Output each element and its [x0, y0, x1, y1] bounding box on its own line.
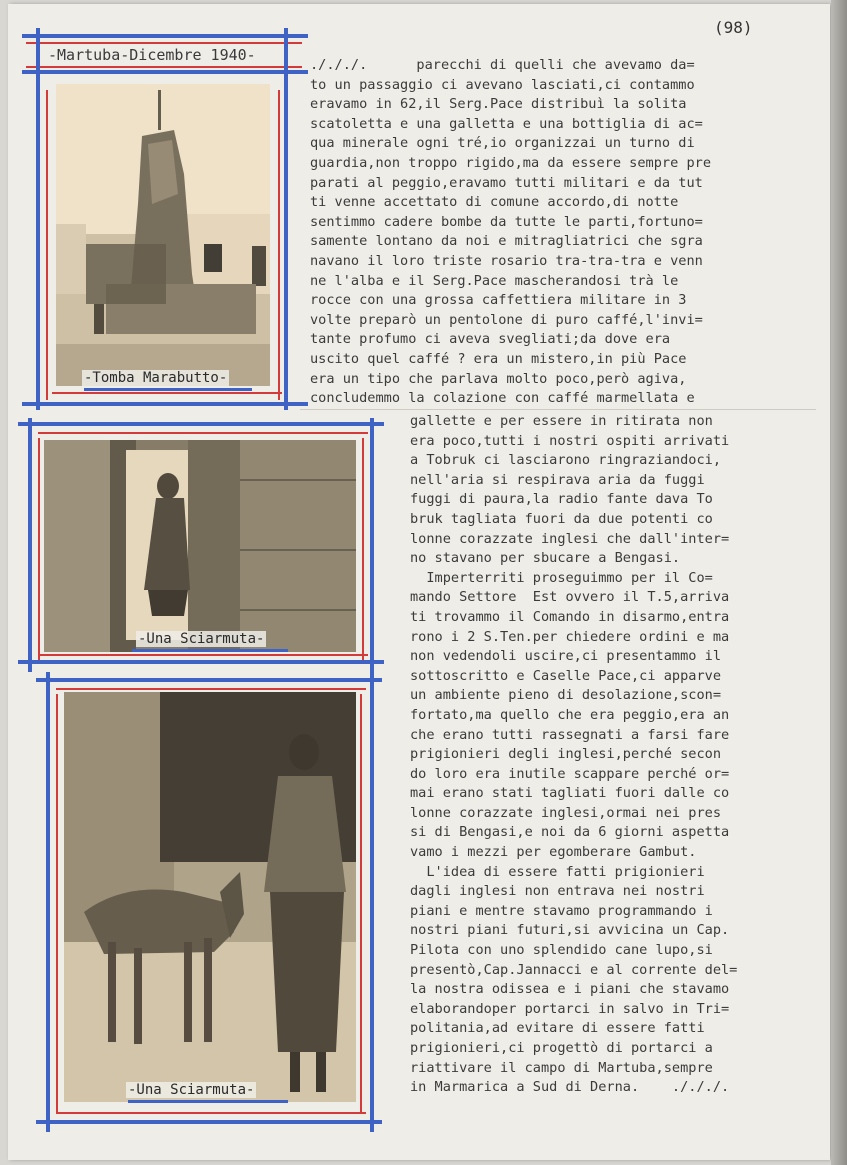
- text-line: guardia,non troppo rigido,ma da essere sempre pre: [310, 154, 712, 171]
- paste-seam: [300, 409, 816, 410]
- text-line: rono i 2 S.Ten.per chiedere ordini e ma: [410, 628, 730, 645]
- text-line: era poco,tutti i nostri ospiti arrivati: [410, 432, 730, 449]
- text-line: fuggi di paura,la radio fante dava To: [410, 491, 713, 508]
- text-line: tante profumo ci aveva svegliati;da dove era: [310, 331, 671, 348]
- text-line: era un tipo che parlava molto poco,però agiva,: [310, 370, 687, 387]
- text-line: ne l'alba e il Serg.Pace mascherandosi trà le: [310, 272, 679, 289]
- text-line: lonne corazzate inglesi,ormai nei pres: [410, 804, 721, 821]
- text-line: navano il loro triste rosario tra-tra-tra e venn: [310, 252, 703, 269]
- text-line: piani e mentre stavamo programmando i: [410, 902, 713, 919]
- text-line: prigionieri degli inglesi,perché secon: [410, 746, 721, 763]
- text-line: politania,ad evitare di essere fatti: [410, 1020, 705, 1037]
- photo-sciarmuta-donkey: [64, 692, 356, 1102]
- text-line: Imperterriti proseguimmo per il Co=: [410, 569, 713, 586]
- text-line: presentò,Cap.Jannacci e al corrente del=: [410, 961, 738, 978]
- text-line: eravamo in 62,il Serg.Pace distribuì la solita: [310, 96, 687, 113]
- text-line: la nostra odissea e i piani che stavamo: [410, 981, 730, 998]
- text-line: riattivare il campo di Martuba,sempre: [410, 1059, 713, 1076]
- text-line: vamo i mezzi per egomberare Gambut.: [410, 844, 697, 861]
- tomb-image: [56, 84, 270, 386]
- text-line: ./././. parecchi di quelli che avevamo da=: [310, 57, 695, 73]
- text-line: ti trovammo il Comando in disarmo,entra: [410, 608, 730, 625]
- donkey-image: [64, 692, 356, 1102]
- caption-underline-1: [84, 388, 252, 391]
- text-line: scatoletta e una galletta e una bottiglia di ac=: [310, 115, 703, 132]
- text-line: ti venne accettato di comune accordo,di notte: [310, 194, 679, 211]
- text-line: to un passaggio ci avevano lasciati,ci contammo: [310, 76, 695, 93]
- typewritten-text-block-1: [310, 56, 711, 409]
- text-line: Pilota con uno splendido cane lupo,si: [410, 942, 713, 959]
- photo-tomba-marabutto: [56, 84, 270, 386]
- text-line: no stavano per sbucare a Bengasi.: [410, 550, 681, 567]
- photo-header-label: -Martuba-Dicembre 1940-: [48, 46, 256, 64]
- text-line: mai erano stati tagliati fuori dalle co: [410, 785, 730, 802]
- text-line: prigionieri,ci progettò di portarci a: [410, 1040, 713, 1056]
- text-line: si di Bengasi,e noi da 6 giorni aspetta: [410, 824, 730, 841]
- caption-underline-3: [128, 1100, 288, 1103]
- text-line: che erano tutti rassegnati a farsi fare: [410, 726, 730, 743]
- text-line: volte preparò un pentolone di puro caffé,l'invi=: [310, 311, 703, 328]
- photo-caption-2: -Una Sciarmuta-: [138, 631, 265, 647]
- text-line: in Marmarica a Sud di Derna. ./././.: [410, 1079, 730, 1096]
- typewritten-text-block-2: [410, 412, 737, 1098]
- text-line: bruk tagliata fuori da due potenti co: [410, 510, 713, 527]
- text-line: concludemmo la colazione con caffé marmellata e: [310, 390, 695, 407]
- text-line: qua minerale ogni tré,io organizzai un turno di: [310, 135, 695, 152]
- text-line: mando Settore Est ovvero il T.5,arriva: [410, 589, 730, 606]
- photo-caption-3: -Una Sciarmuta-: [128, 1082, 255, 1098]
- text-line: do loro era inutile scappare perché or=: [410, 765, 730, 782]
- text-line: non vedendoli uscire,ci presentammo il: [410, 648, 721, 665]
- caption-underline-2: [132, 649, 288, 652]
- text-line: parati al peggio,eravamo tutti militari e da tut: [310, 174, 703, 191]
- text-line: rocce con una grossa caffettiera militare in 3: [310, 292, 687, 309]
- photo-sciarmuta-doorway: [44, 440, 356, 652]
- text-line: fortato,ma quello che era peggio,era an: [410, 706, 730, 723]
- page-number: (98): [714, 18, 753, 37]
- photo-caption-1: -Tomba Marabutto-: [84, 370, 228, 386]
- text-line: nostri piani futuri,si avvicina un Cap.: [410, 922, 730, 939]
- binder-edge: [831, 0, 847, 1165]
- text-line: nell'aria si respirava aria da fuggi: [410, 471, 705, 488]
- text-line: gallette e per essere in ritirata non: [410, 413, 713, 429]
- text-line: elaborandoper portarci in salvo in Tri=: [410, 1000, 730, 1017]
- text-line: lonne corazzate inglesi che dall'inter=: [410, 530, 730, 547]
- text-line: L'idea di essere fatti prigionieri: [410, 863, 705, 880]
- text-line: un ambiente pieno di desolazione,scon=: [410, 687, 721, 704]
- text-line: dagli inglesi non entrava nei nostri: [410, 883, 705, 900]
- text-line: a Tobruk ci lasciarono ringraziandoci,: [410, 452, 721, 469]
- text-line: sentimmo cadere bombe da tutte le parti,fortuno=: [310, 213, 703, 230]
- text-line: uscito quel caffé ? era un mistero,in più Pace: [310, 350, 687, 367]
- text-line: sottoscritto e Caselle Pace,ci apparve: [410, 667, 721, 684]
- doorway-image: [44, 440, 356, 652]
- text-line: samente lontano da noi e mitragliatrici che sgra: [310, 233, 703, 250]
